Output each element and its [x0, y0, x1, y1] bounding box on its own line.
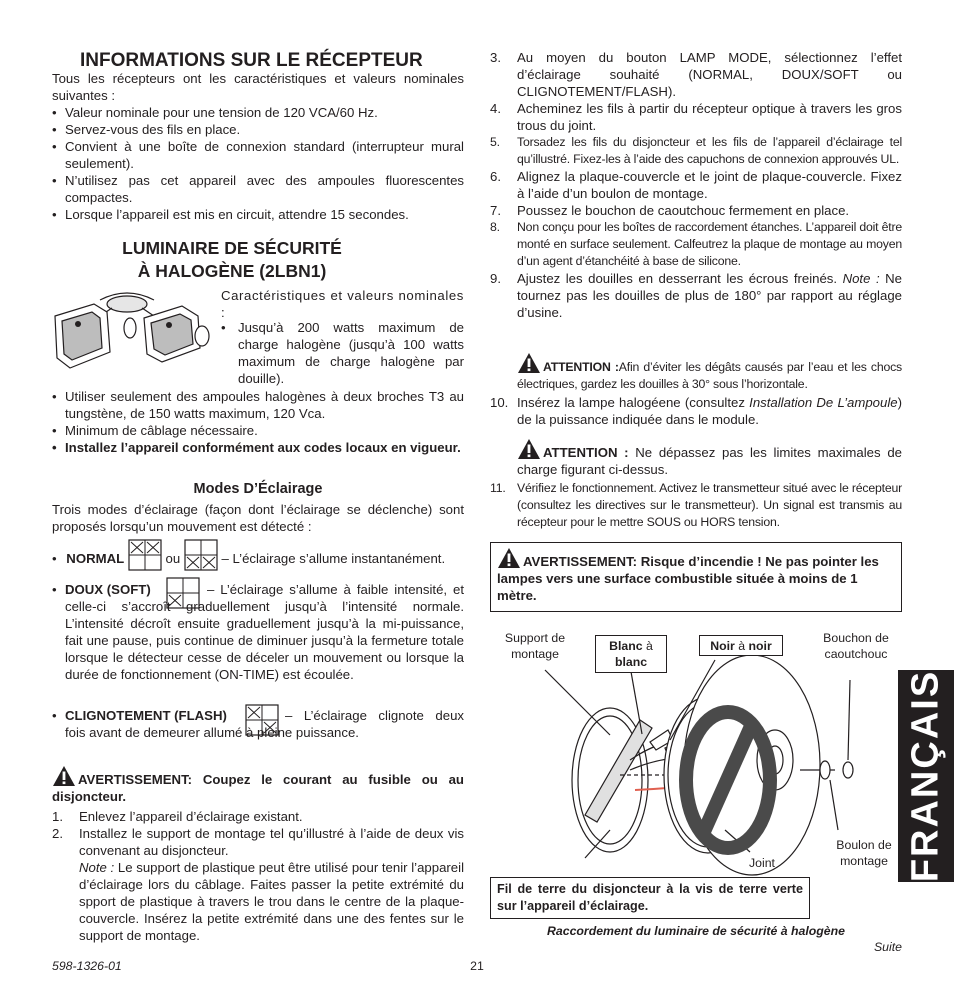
fire-warning-box: [490, 542, 902, 612]
luminaire-list: [52, 388, 464, 456]
language-tab-label: FRANÇAIS: [904, 669, 947, 883]
heading-luminaire-line2: À HALOGÈNE (2LBN1): [137, 261, 327, 281]
list-item: 4. Acheminez les fils à partir du récepteur optique à travers les gros trous du joint.: [490, 101, 902, 133]
note-support: [79, 859, 464, 944]
caract-list: [221, 319, 464, 387]
step-10: [490, 394, 902, 428]
ground-wire-box: Fil de terre du disjoncteur à la vis de terre verte sur l’appareil d’éclairage.: [490, 877, 810, 919]
warning-power: [52, 765, 464, 805]
label-noir: Noir à noir: [699, 635, 783, 656]
mode-normal-label: NORMAL: [66, 551, 125, 566]
warning-icon: [517, 438, 541, 460]
list-item: • Valeur nominale pour une tension de 120 VCA/60 Hz.: [52, 104, 464, 121]
label-support: Support de montage: [504, 631, 566, 661]
list-item: • Convient à une boîte de connexion standard (interrupteur mural seulement).: [52, 138, 464, 172]
attention-text: Ne dépassez pas les limites maximales de charge figurant ci-dessus.: [517, 445, 902, 477]
heading-luminaire-line1: LUMINAIRE DE SÉCURITÉ: [122, 238, 342, 258]
warning-power-text: AVERTISSEMENT: Coupez le courant au fusible ou au disjoncteur.: [52, 772, 464, 804]
mode-normal-icon-a: [128, 539, 162, 571]
label-blanc: Blanc à blanc: [595, 635, 667, 673]
list-item: • Minimum de câblage nécessaire.: [52, 422, 464, 439]
list-item: 8. Non conçu pour les boîtes de raccordement étanches. L’appareil doit être monté en surface seulement. Calfeutrez la plaque de montage au moyen d’un agent d’étanchéité à base de silicone.: [490, 220, 902, 268]
label-joint: Joint: [749, 856, 775, 870]
fire-warning-text: AVERTISSEMENT: Risque d’incendie ! Ne pas pointer les lampes vers une surface combustible située à moins de 1 mètre.: [497, 554, 879, 603]
mode-flash-icon: [245, 704, 279, 736]
caract-intro: Caractéristiques et valeurs nominales :: [221, 288, 464, 320]
note-label: Note :: [79, 860, 115, 875]
list-item: 11. Vérifiez le fonctionnement. Activez le transmetteur situé avec le récepteur (consultez les directives sur le transmetteur). Un signal est transmis au récepteur pour le mettre SOUS ou HORS tension.: [490, 481, 902, 529]
list-item: 2. Installez le support de montage tel qu’illustré à l’aide de deux vis convenant au disjoncteur.: [52, 826, 464, 858]
note-text: Le support de plastique peut être utilisé pour tenir l’appareil d’éclairage lors du câblage. Faites passer la petite extrémité du spport de plastique à travers le trou dans le centre de la plaque-couvercle. Insérez la petite extrémité dans une des fentes sur le support de montage.: [79, 860, 465, 943]
page-number: 21: [470, 959, 484, 973]
mode-normal-text: – L’éclairage s’allume instantanément.: [221, 551, 446, 566]
mode-doux: • DOUX (SOFT) – L’éclairage s’allume à faible intensité, et celle-ci s’accroît graduellement jusqu’à l’intensité normale. L’intensité décroît ensuite graduellement jusqu’à la mi-puissance, fait une pause, puis continue de diminuer jusqu’à la fermeture totale lorsque le détecteur cesse de déceler un mouvement ou lorsque la durée de fonctionnement (ON-TIME) est écoulée.: [52, 581, 464, 683]
suite-label: Suite: [873, 940, 902, 954]
mode-flash-label: CLIGNOTEMENT (FLASH): [65, 708, 227, 723]
list-item: 7. Poussez le bouchon de caoutchouc fermement en place.: [490, 203, 850, 218]
warning-icon: [517, 352, 541, 374]
mode-normal: • NORMAL ou – L’éclairage s’allume instantanément.: [52, 539, 472, 571]
modes-intro: Trois modes d’éclairage (façon dont l’éclairage se déclenche) sont proposés lorsqu’un mouvement est détecté :: [52, 502, 464, 534]
floodlight-illustration: [52, 288, 217, 376]
recepteur-list: [52, 104, 464, 223]
mode-flash: • CLIGNOTEMENT (FLASH) – L’éclairage clignote deux fois avant de demeurer allumé à pleine puissance.: [52, 707, 464, 741]
list-item: 10. Insérez la lampe halogéene (consultez Installation De L’ampoule) de la puissance indiquée dans le module.: [490, 395, 902, 427]
step-11: [490, 480, 902, 531]
figure-caption: Raccordement du luminaire de sécurité à halogène: [547, 924, 845, 938]
attention-douilles: [517, 352, 902, 393]
list-item: • Jusqu’à 200 watts maximum de charge halogène (jusqu’à 100 watts maximum de charge halogène par douille).: [221, 319, 464, 387]
label-boulon: Boulon de montage: [836, 838, 892, 868]
steps-left: [52, 808, 464, 859]
mode-flash-text: – L’éclairage clignote deux fois avant de demeurer allumé à pleine puissance.: [65, 708, 464, 740]
doc-number: 598-1326-01: [52, 959, 122, 973]
mode-doux-icon: [166, 577, 200, 609]
heading-recepteur: INFORMATIONS SUR LE RÉCEPTEUR: [80, 50, 423, 71]
recepteur-intro: Tous les récepteurs ont les caractéristiques et valeurs nominales suivantes :: [52, 71, 464, 103]
attention-text: Afin d’éviter les dégâts causés par l’eau et les chocs électriques, gardez les douilles à 30° sous l’horizontale.: [517, 360, 902, 391]
warning-icon: [497, 547, 521, 569]
label-bouchon: Bouchon de caoutchouc: [823, 631, 889, 661]
list-item: • Utiliser seulement des ampoules halogènes à deux broches T3 au tungstène, de 150 watts maximum, 120 Vca.: [52, 388, 464, 422]
list-item: • Lorsque l’appareil est mis en circuit, attendre 15 secondes.: [52, 206, 464, 223]
list-item: 9. Ajustez les douilles en desserrant les écrous freinés. Note : Ne tournez pas les douilles de plus de 180° par rapport au réglage d’usine.: [490, 271, 902, 320]
attention-charge: [517, 438, 902, 478]
list-item: • Servez-vous des fils en place.: [52, 121, 464, 138]
heading-modes: Modes D’Éclairage: [193, 481, 323, 497]
language-tab: [898, 670, 954, 882]
list-item: 3. Au moyen du bouton LAMP MODE, sélectionnez l’effet d’éclairage souhaité (NORMAL, DOUX/SOFT ou CLIGNOTEMENT/FLASH).: [490, 50, 902, 99]
list-item: 1. Enlevez l’appareil d’éclairage existant.: [52, 809, 303, 824]
mode-normal-icon-b: [184, 539, 218, 571]
attention-label: ATTENTION :: [543, 445, 629, 460]
list-item: 5. Torsadez les fils du disjoncteur et les fils de l’appareil d’éclairage tel qu’illustré. Fixez-les à l’aide des capuchons de connexion approuvés UL.: [490, 135, 902, 166]
attention-label: ATTENTION :: [543, 360, 619, 374]
warning-icon: [52, 765, 76, 787]
list-item: 6. Alignez la plaque-couvercle et le joint de plaque-couvercle. Fixez à l’aide d’un boulon de montage.: [490, 169, 902, 201]
list-item: • N’utilisez pas cet appareil avec des ampoules fluorescentes compactes.: [52, 172, 464, 206]
mode-doux-text: – L’éclairage s’allume à faible intensité, et celle-ci s’accroît graduellement jusqu’à l’intensité normale. L’intensité décroît ensuite graduellement jusqu’à la mi-puissance, fait une pause, puis continue de diminuer jusqu’à la fermeture totale lorsque le détecteur cesse de déceler un mouvement ou lorsque la durée de fonctionnement (ON-TIME) est écoulée.: [65, 582, 464, 682]
steps-right: [490, 49, 902, 321]
list-item: • Installez l’appareil conformément aux codes locaux en vigueur.: [52, 439, 464, 456]
mode-doux-label: DOUX (SOFT): [65, 582, 151, 597]
mode-doux-label-wrap: [65, 581, 169, 598]
mode-normal-ou: ou: [165, 551, 181, 566]
